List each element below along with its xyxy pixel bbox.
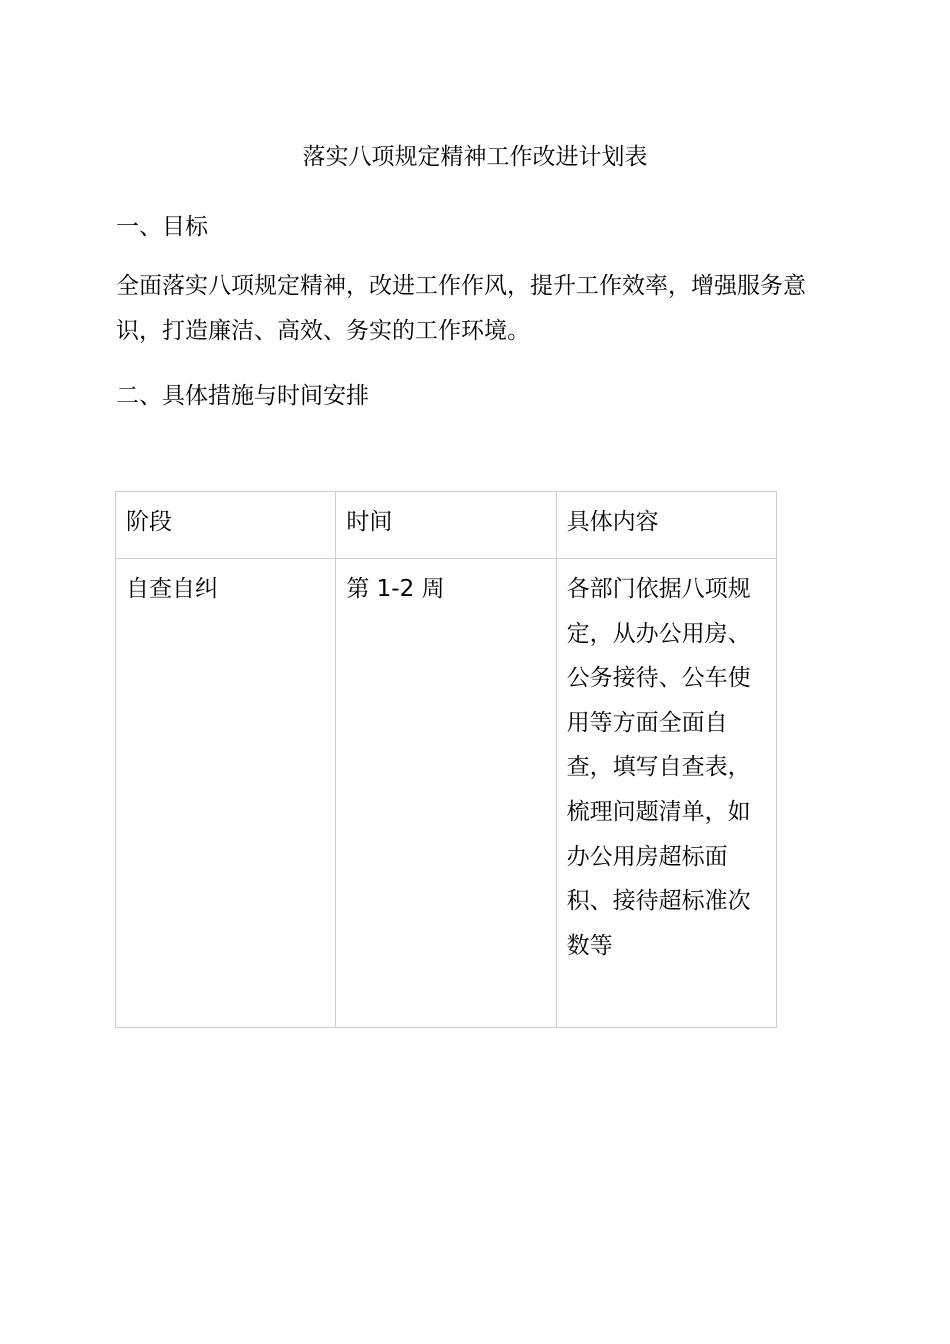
- header-content: 具体内容: [556, 492, 776, 559]
- header-time: 时间: [336, 492, 556, 559]
- table-row: [116, 559, 777, 1028]
- cell-content: 各部门依据八项规定，从办公用房、公务接待、公车使用等方面全面自查，填写自查表，梳理问题清单，如办公用房超标面积、接待超标准次数等: [556, 559, 776, 1028]
- table-header-row: [116, 492, 777, 559]
- goal-paragraph: 全面落实八项规定精神，改进工作作风，提升工作效率，增强服务意识，打造廉洁、高效、务实的工作环境。: [116, 273, 806, 344]
- document-title: 落实八项规定精神工作改进计划表: [302, 144, 648, 170]
- cell-stage: 自查自纠: [116, 559, 336, 1028]
- plan-table: [115, 491, 777, 1028]
- cell-time: 第 1-2 周: [336, 559, 556, 1028]
- section-heading-measures: 二、具体措施与时间安排: [116, 383, 369, 409]
- header-stage: 阶段: [116, 492, 336, 559]
- section-heading-goal: 一、目标: [116, 214, 208, 240]
